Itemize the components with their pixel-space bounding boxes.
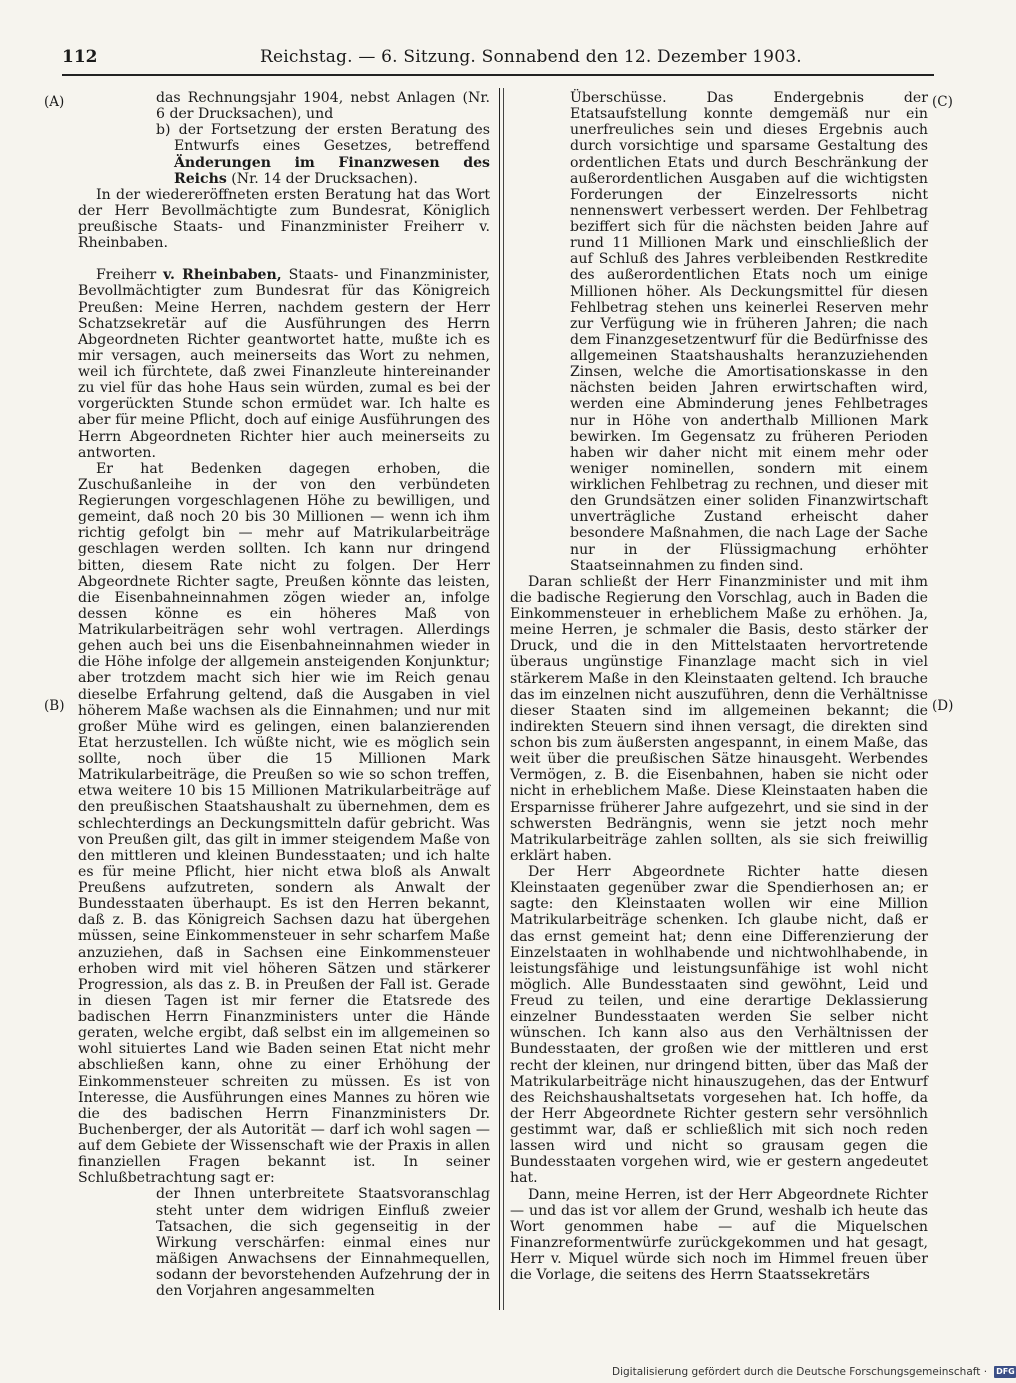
- session-intro: In der wiedereröffneten ersten Beratung hat das Wort der Herr Bevollmächtigte zum Bundesrat, Königlich preußische Staats- und Finanzminister Freiherr v. Rheinbaben.: [78, 186, 490, 252]
- margin-marker-a: (A): [44, 94, 65, 110]
- header-rule: [62, 74, 934, 76]
- speech-paragraph-2: Er hat Bedenken dagegen erhoben, die Zuschußanleihe in der von den verbündeten Regierungen vorgeschlagenen Höhe zu bewilligen, und gemeint, daß noch 20 bis 30 Millionen — wenn ich ihm richtig gefolgt bin — mehr auf Matrikularbeiträge geschlagen werden sollten. Ich kann nur dringend bitten, diesem Rate nicht zu folgen. Der Herr Abgeordnete Richter sagte, Preußen könnte das leisten, die Eisenbahneinnahmen zögen wieder an, infolge dessen könne es ein höheres Maß von Matrikularbeiträgen sehr wohl vertragen. Allerdings gehen auch bei uns die Eisenbahneinnahmen wieder in die Höhe infolge der allgemein ansteigenden Konjunktur; aber trotzdem macht sich hier wie im Reich genau dieselbe Erfahrung geltend, daß die Ausgaben in viel höherem Maße wachsen als die Einnahmen; und nur mit großer Mühe wird es gelingen, einen balanzierenden Etat herzustellen. Ich wüßte nicht, wie es möglich sein sollte, noch über die 15 Millionen Mark Matrikularbeiträge, die Preußen so wie so schon treffen, etwa weitere 10 bis 15 Millionen Matrikularbeiträge auf den preußischen Staatshaushalt zu übernehmen, dem es schlechterdings an Deckungsmitteln dafür gebricht. Was von Preußen gilt, das gilt in immer steigendem Maße von den mittleren und kleinen Bundesstaaten; und ich halte es für meine Pflicht, hier nicht etwa bloß als Anwalt Preußens aufzutreten, sondern als Anwalt der Bundesstaaten überhaupt. Es ist den Herren bekannt, daß z. B. das Königreich Sachsen dazu hat übergehen müssen, seine Einkommensteuer in sehr scharfem Maße anzuziehen, daß in Sachsen eine Einkommensteuer erhoben wird mit viel höheren Sätzen und stärkerer Progression, als das z. B. in Preußen der Fall ist. Gerade in diesen Tagen ist mir ferner die Etatsrede des badischen Herrn Finanzministers unter die Hände geraten, welche ergibt, daß selbst ein im allgemeinen so wohl situiertes Land wie Baden seinen Etat nicht mehr abschließen kann, ohne zu einer Erhöhung der Einkommensteuer schreiten zu müssen. Es ist von Interesse, die Ausführungen eines Mannes zu hören wie die des badischen Herrn Finanzministers Dr. Buchenberger, der als Autorität — darf ich wohl sagen — auf dem Gebiete der Wissenschaft wie der Praxis in allen finanziellen Fragen bekannt ist. In seiner Schlußbetrachtung sagt er:: [78, 460, 490, 1187]
- margin-marker-d: (D): [932, 698, 954, 714]
- dfg-logo: DFG: [996, 1367, 1015, 1376]
- credit-text: Digitalisierung gefördert durch die Deutsche Forschungsgemeinschaft ·: [612, 1366, 988, 1378]
- agenda-item-b-ref: (Nr. 14 der Drucksachen).: [226, 170, 418, 187]
- speech-paragraph-3: Daran schließt der Herr Finanzminister und mit ihm die badische Regierung den Vorschlag, auch in Baden die Einkommensteuer in erheblichem Maße zu erhöhen. Ja, meine Herren, je schmaler die Basis, desto stärker der Druck, und die in den Mittelstaaten hervortretende überaus ungünstige Finanzlage macht sich in viel stärkerem Maße in den Kleinstaaten geltend. Ich brauche das im einzelnen nicht auszuführen, denn die Verhältnisse dieser Staaten sind im allgemeinen bekannt; die indirekten Steuern sind ihnen versagt, die direkten sind schon bis zum äußersten angespannt, in einem Maße, das weit über die preußischen Sätze hinausgeht. Werbendes Vermögen, z. B. die Eisenbahnen, haben sie nicht oder nicht in erheblichem Maße. Diese Kleinstaaten haben die Ersparnisse früherer Jahre aufgezehrt, und sie sind in der schwersten Bedrängnis, wenn sie jetzt noch mehr Matrikularbeiträge zahlen sollten, als sie sich freiwillig erklärt haben.: [510, 573, 928, 864]
- budget-quote-continued: Überschüsse. Das Endergebnis der Etatsaufstellung konnte demgemäß nur ein unerfreuliches sein und dieses Ergebnis auch durch vorsichtige und sparsame Gestaltung des ordentlichen Etats und durch Beschränkung der außerordentlichen Ausgaben auf die wichtigsten Forderungen der Einzelressorts nicht nennenswert verbessert werden. Der Fehlbetrag beziffert sich für die nächsten beiden Jahre auf rund 11 Millionen Mark und einschließlich der auf Schluß des Jahres verbleibenden Restkredite des außerordentlichen Etats noch um einige Millionen höher. Als Deckungsmittel für diesen Fehlbetrag stehen uns keinerlei Reserven mehr zur Verfügung wie in früheren Jahren; die nach dem Finanzgesetzentwurf für die Bedürfnisse des allgemeinen Staatshaushalts heranzuziehenden Zinsen, welche die Amortisationskasse in den nächsten beiden Jahren erwirtschaften wird, werden eine Abminderung jenes Fehlbetrages nur in Höhe von anderthalb Millionen Mark bewirken. Im Gegensatz zu früheren Perioden haben wir daher nicht mit einem mehr oder weniger nominellen, sondern mit einem wirklichen Fehlbetrag zu rechnen, und dieser mit den Grundsätzen einer soliden Finanzwirtschaft unverträgliche Zustand erheischt daher besondere Maßnahmen, die nach Lage der Sache nur in der Flüssigmachung erhöhter Staatseinnahmen zu finden sind.: [570, 90, 928, 574]
- left-column: [78, 90, 490, 1312]
- agenda-item-a-continued: das Rechnungsjahr 1904, nebst Anlagen (Nr. 6 der Drucksachen), und: [156, 90, 490, 123]
- speech-paragraph-4: Der Herr Abgeordnete Richter hatte diesen Kleinstaaten gegenüber zwar die Spendierhosen an; er sagte: den Kleinstaaten wollen wir eine Million Matrikularbeiträge schenken. Ich glaube nicht, daß er das ernst gemeint hat; denn eine Differenzierung der Einzelstaaten in wohlhabende und nichtwohlhabende, in leistungsfähige und leistungsunfähige ist wohl nicht möglich. Alle Bundesstaaten sind gewöhnt, Leid und Freud zu teilen, und eine derartige Deklassierung einzelner Bundesstaaten werden Sie selber nicht wünschen. Ich kann also aus den Verhältnissen der Bundesstaaten, der großen wie der mittleren und erst recht der kleinen, nur dringend bitten, über das Maß der Matrikularbeiträge nicht hinauszugehen, das der Entwurf des Reichshaushaltsetats vorgesehen hat. Ich hoffe, da der Herr Abgeordnete Richter gestern sehr versöhnlich gestimmt war, daß er schließlich mit sich noch reden lassen wird und nicht so grausam gegen die Bundesstaaten vorgehen wird, wie er gestern angedeutet hat.: [510, 864, 928, 1187]
- running-title: Reichstag. — 6. Sitzung. Sonnabend den 12. Dezember 1903.: [260, 47, 802, 67]
- budget-quote: der Ihnen unterbreitete Staatsvoranschlag steht unter dem widrigen Einfluß zweier Tatsachen, die sich gegenseitig in der Wirkung verschärfen: einmal eines nur mäßigen Anwachsens der Einnahmequellen, sodann der bevorstehenden Aufzehrung der in den Vorjahren angesammelten: [156, 1186, 490, 1300]
- speech-paragraph-5: Dann, meine Herren, ist der Herr Abgeordnete Richter — und das ist vor allem der Grund, weshalb ich heute das Wort genommen habe — auf die Miquelschen Finanzreformentwürfe zurückgekommen und hat gesagt, Herr v. Miquel würde sich noch im Himmel freuen über die Vorlage, die seitens des Herrn Staatssekretärs: [510, 1186, 928, 1284]
- speaker-name: v. Rheinbaben,: [163, 267, 282, 284]
- page-number: 112: [62, 47, 98, 67]
- column-divider: [499, 88, 500, 1310]
- right-column: [510, 90, 928, 1312]
- page-header: [62, 42, 934, 72]
- speaker-title: Freiherr: [96, 267, 164, 284]
- digitization-credit: [612, 1364, 1015, 1380]
- speech-paragraph-1: [78, 267, 490, 461]
- column-divider-inner: [503, 88, 504, 1310]
- agenda-item-b-text: b) der Fortsetzung der ersten Beratung des Entwurfs eines Gesetzes, betreffend: [156, 122, 490, 155]
- speech-text-1: Staats- und Finanzminister, Bevollmächtigter zum Bundesrat für das Königreich Preußen: Meine Herren, nachdem gestern der Herr Schatzsekretär auf die Ausführungen des Herrn Abgeordneten Richter geantwortet hatte, mußte ich es mir versagen, auch meinerseits das Wort zu nehmen, weil ich fürchtete, daß zwei Finanzleute hintereinander zu viel für das hohe Haus sein würden, zumal es bei der vorgerückten Stunde schon ermüdet war. Ich halte es aber für meine Pflicht, doch auf einige Ausführungen des Herrn Abgeordneten Richter hier auch meinerseits zu antworten.: [78, 267, 490, 461]
- agenda-item-b: [156, 122, 490, 187]
- spacer: [78, 251, 490, 267]
- agenda-item-b-title: Änderungen im Finanzwesen des Reichs: [174, 154, 490, 187]
- margin-marker-b: (B): [44, 698, 65, 714]
- margin-marker-c: (C): [932, 94, 953, 110]
